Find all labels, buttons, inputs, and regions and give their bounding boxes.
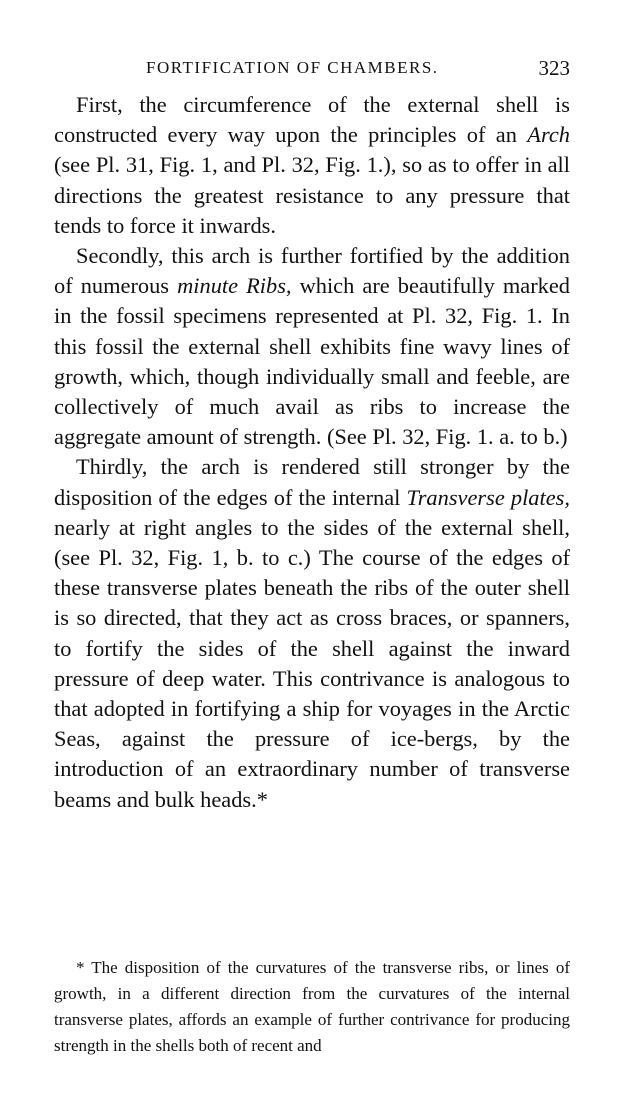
paragraph-secondly: [54, 241, 570, 452]
running-title: FORTIFICATION OF CHAMBERS.: [146, 58, 439, 77]
italic-term: minute Ribs,: [177, 273, 292, 299]
paragraph-first: [54, 90, 570, 241]
italic-term: Transverse plates,: [406, 484, 570, 510]
text-run: Thirdly, the arch is rendered still stronger by the disposition of the edges of the internal: [54, 454, 570, 510]
text-run: which are beautifully marked in the fossil specimens represented at Pl. 32, Fig. 1. In this fossil the external shell exhibits fine wavy lines of growth, which, though individually small and feeble, are collectively of much avail as ribs to increase the aggregate amount of strength. (See Pl. 32, Fig. 1. a. to b.): [54, 273, 570, 450]
text-run: Secondly, this arch is further fortified by the addition of numerous: [54, 243, 570, 299]
text-run: First, the circumference of the external shell is constructed every way upon the principles of an: [54, 92, 570, 148]
body-text: [54, 90, 570, 815]
footnote: [54, 955, 570, 1059]
page-number: 323: [538, 56, 570, 80]
italic-term: Arch: [527, 122, 570, 148]
page-header: [54, 56, 570, 82]
footnote-text: * The disposition of the curvatures of the transverse ribs, or lines of growth, in a different direction from the curvatures of the internal transverse plates, affords an example of further contrivance for producing strength in the shells both of recent and: [54, 958, 570, 1055]
text-run: (see Pl. 31, Fig. 1, and Pl. 32, Fig. 1.), so as to offer in all directions the greatest resistance to any pressure that tends to force it inwards.: [54, 152, 570, 238]
paragraph-thirdly: [54, 452, 570, 814]
text-run: nearly at right angles to the sides of the external shell, (see Pl. 32, Fig. 1, b. to c.) The course of the edges of these transverse plates beneath the ribs of the outer shell is so directed, that they act as cross braces, or spanners, to fortify the sides of the shell against the inward pressure of deep water. This contrivance is analogous to that adopted in fortifying a ship for voyages in the Arctic Seas, against the pressure of ice-bergs, by the introduction of an extraordinary number of transverse beams and bulk heads.*: [54, 514, 570, 812]
